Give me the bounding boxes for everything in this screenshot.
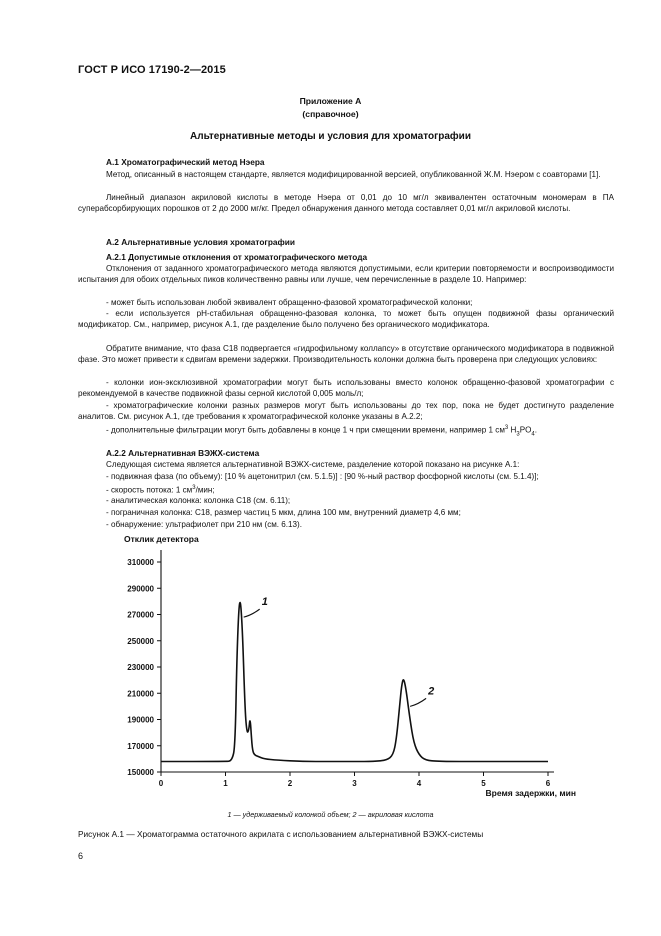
y-tick-label: 270000 bbox=[127, 610, 154, 620]
page-number: 6 bbox=[78, 851, 84, 861]
chart-ticks bbox=[157, 562, 548, 776]
paragraph-a21-2: Обратите внимание, что фаза С18 подвергается «гидрофильному коллапсу» в отсутствие органического модификатора в подвижной фазе. Это может привести к сдвигам времени задержки. Производительность колонки должна быть проверена при следующих условиях: bbox=[78, 344, 614, 365]
y-tick-label: 170000 bbox=[127, 741, 154, 751]
bullet-a22-3: - аналитическая колонка: колонка С18 (см. 6.11); bbox=[106, 496, 291, 505]
bullet-a21-4: - хроматографические колонки разных размеров могут быть использованы до тех пор, пока не будет достигнуто разделение аналитов. См. рисунок А.1, где требования к хроматографической колонке указаны в А.2.2; bbox=[78, 401, 614, 422]
y-axis-label: Отклик детектора bbox=[124, 534, 199, 544]
bullet-a22-4: - пограничная колонка: С18, размер частиц 5 мкм, длина 100 мм, внутренний диаметр 4,6 мм; bbox=[106, 508, 461, 517]
x-tick-label: 5 bbox=[481, 779, 486, 788]
x-tick-label: 0 bbox=[158, 779, 164, 788]
bullet-a22-5: - обнаружение: ультрафиолет при 210 нм (см. 6.13). bbox=[106, 520, 302, 529]
bullet-a22-1: - подвижная фаза (по объему): [10 % ацетонитрил (см. 5.1.5)] : [90 %-ный раствор фосфорной кислоты (см. 5.1.4)]; bbox=[106, 472, 539, 481]
y-tick-label: 230000 bbox=[127, 663, 154, 672]
y-tick-label: 310000 bbox=[127, 558, 154, 567]
annotation-leader-1 bbox=[244, 609, 260, 617]
bullet-a22-2: - скорость потока: 1 $см^3$/мин; bbox=[106, 485, 215, 495]
paragraph-a1-2: Линейный диапазон акриловой кислоты в методе Нэера от 0,01 до 10 мг/л эквивалентен остаточным мономерам в ПА суперабсорбирующих порошков от 2 до 2000 мг/кг. Предел обнаружения данного метода составляет 0,01 мг/л акриловой кислоты. bbox=[78, 193, 614, 214]
annotation-leader-2 bbox=[410, 698, 426, 706]
chart-lines bbox=[161, 602, 548, 761]
x-tick-label: 6 bbox=[545, 779, 551, 788]
chart-labels bbox=[124, 534, 576, 798]
annotation-label-1: 1 bbox=[261, 596, 268, 609]
y-tick-label: 250000 bbox=[127, 636, 154, 646]
paragraph-a1-1: Метод, описанный в настоящем стандарте, является модифицированной версией, опубликованной Ж.М. Нэером с соавторами [1]. bbox=[106, 170, 601, 179]
section-title: Альтернативные методы и условия для хроматографии bbox=[190, 131, 471, 142]
x-tick-label: 2 bbox=[287, 779, 293, 788]
bullet-a21-5: - дополнительные фильтрации могут быть добавлены в конце 1 ч при смещении времени, например 1 $см^3$ $H_3PO_4$. bbox=[106, 425, 537, 438]
chart-axes bbox=[161, 550, 554, 772]
figure-caption: Рисунок А.1 — Хроматограмма остаточного акрилата с использованием альтернативной ВЭЖХ-системы bbox=[78, 829, 484, 839]
bullet-a21-3: - колонки ион-эксклюзивной хроматографии могут быть использованы вместо колонок обращенно-фазовой хроматографии с рекомендуемой в качестве подвижной фазы серной кислотой 0,005 моль/л; bbox=[78, 378, 614, 399]
heading-a1: А.1 Хроматографический метод Нэера bbox=[106, 157, 265, 167]
y-tick-label: 150000 bbox=[127, 768, 154, 777]
document-header: ГОСТ Р ИСО 17190-2—2015 bbox=[78, 64, 226, 76]
appendix-title: Приложение А bbox=[299, 96, 362, 106]
paragraph-a21-1: Отклонения от заданного хроматографического метода являются допустимыми, если критерии повторяемости и воспроизводимости испытания для обоих отдельных пиков количественно равны или лучше, чем перечисленные в разделе 10. Например: bbox=[78, 264, 614, 285]
chromatogram-chart bbox=[106, 530, 576, 820]
x-axis-label: Время задержки, мин bbox=[485, 788, 576, 798]
heading-a22: А.2.2 Альтернативная ВЭЖХ-система bbox=[106, 448, 260, 458]
figure-legend: 1 — удерживаемый колонкой объем; 2 — акриловая кислота bbox=[227, 810, 434, 819]
y-tick-label: 290000 bbox=[127, 584, 154, 594]
appendix-note: (справочное) bbox=[302, 109, 359, 119]
heading-a2: А.2 Альтернативные условия хроматографии bbox=[106, 237, 296, 247]
x-tick-label: 3 bbox=[352, 779, 357, 788]
y-tick-label: 210000 bbox=[127, 689, 154, 699]
x-tick-label: 1 bbox=[223, 779, 228, 788]
annotation-label-2: 2 bbox=[428, 685, 435, 698]
paragraph-a22-1: Следующая система является альтернативной ВЭЖХ-системе, разделение которой показано на рисунке А.1: bbox=[106, 460, 520, 469]
bullet-a21-1: - может быть использован любой эквивалент обращенно-фазовой хроматографической колонки; bbox=[106, 298, 473, 307]
series-line bbox=[161, 602, 548, 761]
y-tick-label: 190000 bbox=[127, 715, 154, 725]
bullet-a21-2: - если используется pH-стабильная обращенно-фазовая колонка, то может быть опущен подвижной фазы органический модификатор. См., например, рисунок А.1, где разделение было получено без органического модификатора. bbox=[78, 309, 614, 330]
heading-a21: А.2.1 Допустимые отклонения от хроматографического метода bbox=[106, 252, 368, 262]
x-tick-label: 4 bbox=[416, 779, 422, 788]
